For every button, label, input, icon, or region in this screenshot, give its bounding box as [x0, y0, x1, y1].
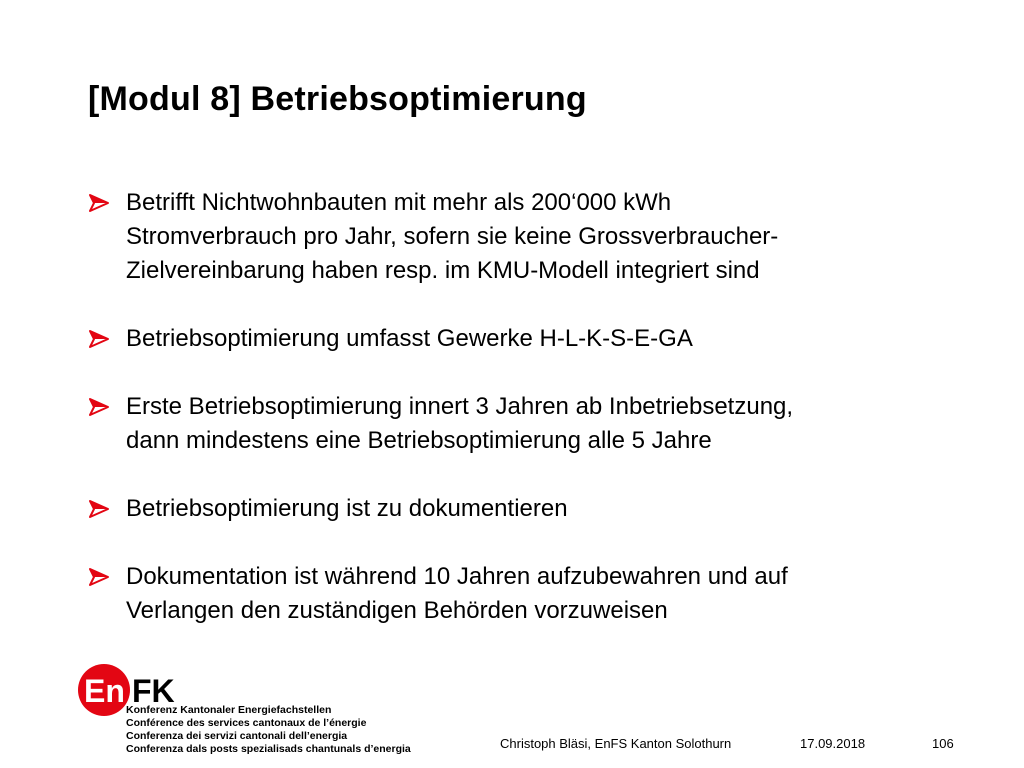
- logo-fk-text: FK: [132, 673, 175, 709]
- org-name-de: Konferenz Kantonaler Energiefachstellen: [126, 704, 332, 716]
- arrow-bullet-icon: [88, 397, 110, 417]
- bullet-line: Betriebsoptimierung ist zu dokumentieren: [126, 495, 568, 522]
- bullet-line: Betriebsoptimierung umfasst Gewerke H-L-K-S-E-GA: [126, 325, 693, 352]
- arrow-bullet-icon: [88, 567, 110, 587]
- bullet-item: [86, 390, 966, 458]
- bullet-item: [86, 492, 966, 526]
- bullet-item: [86, 560, 966, 628]
- footer-date: 17.09.2018: [800, 736, 866, 751]
- bullet-line: Zielvereinbarung haben resp. im KMU-Modell integriert sind: [126, 257, 760, 284]
- bullet-line: Dokumentation ist während 10 Jahren aufzubewahren und auf: [126, 563, 788, 590]
- org-name-rm: Conferenza dals posts spezialisads chantunals d’energia: [126, 743, 411, 755]
- arrow-bullet-icon: [88, 329, 110, 349]
- bullet-line: Erste Betriebsoptimierung innert 3 Jahren ab Inbetriebsetzung,: [126, 393, 794, 420]
- bullet-line: dann mindestens eine Betriebsoptimierung alle 5 Jahre: [126, 427, 712, 454]
- org-name-it: Conferenza dei servizi cantonali dell’energia: [126, 730, 348, 742]
- org-name-fr: Conférence des services cantonaux de l’énergie: [126, 717, 367, 729]
- footer-author: Christoph Bläsi, EnFS Kanton Solothurn: [500, 736, 732, 751]
- slide-title: [Modul 8] Betriebsoptimierung: [88, 80, 587, 118]
- bullet-line: Betrifft Nichtwohnbauten mit mehr als 200‘000 kWh: [126, 189, 672, 216]
- bullet-item: [86, 322, 966, 356]
- bullet-text: [126, 492, 966, 526]
- page-number: 106: [932, 736, 954, 751]
- bullet-line: Verlangen den zuständigen Behörden vorzuweisen: [126, 597, 668, 624]
- bullet-line: Stromverbrauch pro Jahr, sofern sie keine Grossverbraucher-: [126, 223, 779, 250]
- bullet-text: [126, 390, 966, 458]
- arrow-bullet-icon: [88, 499, 110, 519]
- org-name-block: [126, 704, 411, 756]
- bullet-text: [126, 560, 966, 628]
- enfk-logo: [78, 664, 438, 764]
- bullet-text: [126, 322, 966, 356]
- logo-en-text: En: [84, 673, 125, 709]
- arrow-bullet-icon: [88, 193, 110, 213]
- bullet-text: [126, 186, 966, 288]
- bullet-list: [86, 186, 966, 662]
- bullet-item: [86, 186, 966, 288]
